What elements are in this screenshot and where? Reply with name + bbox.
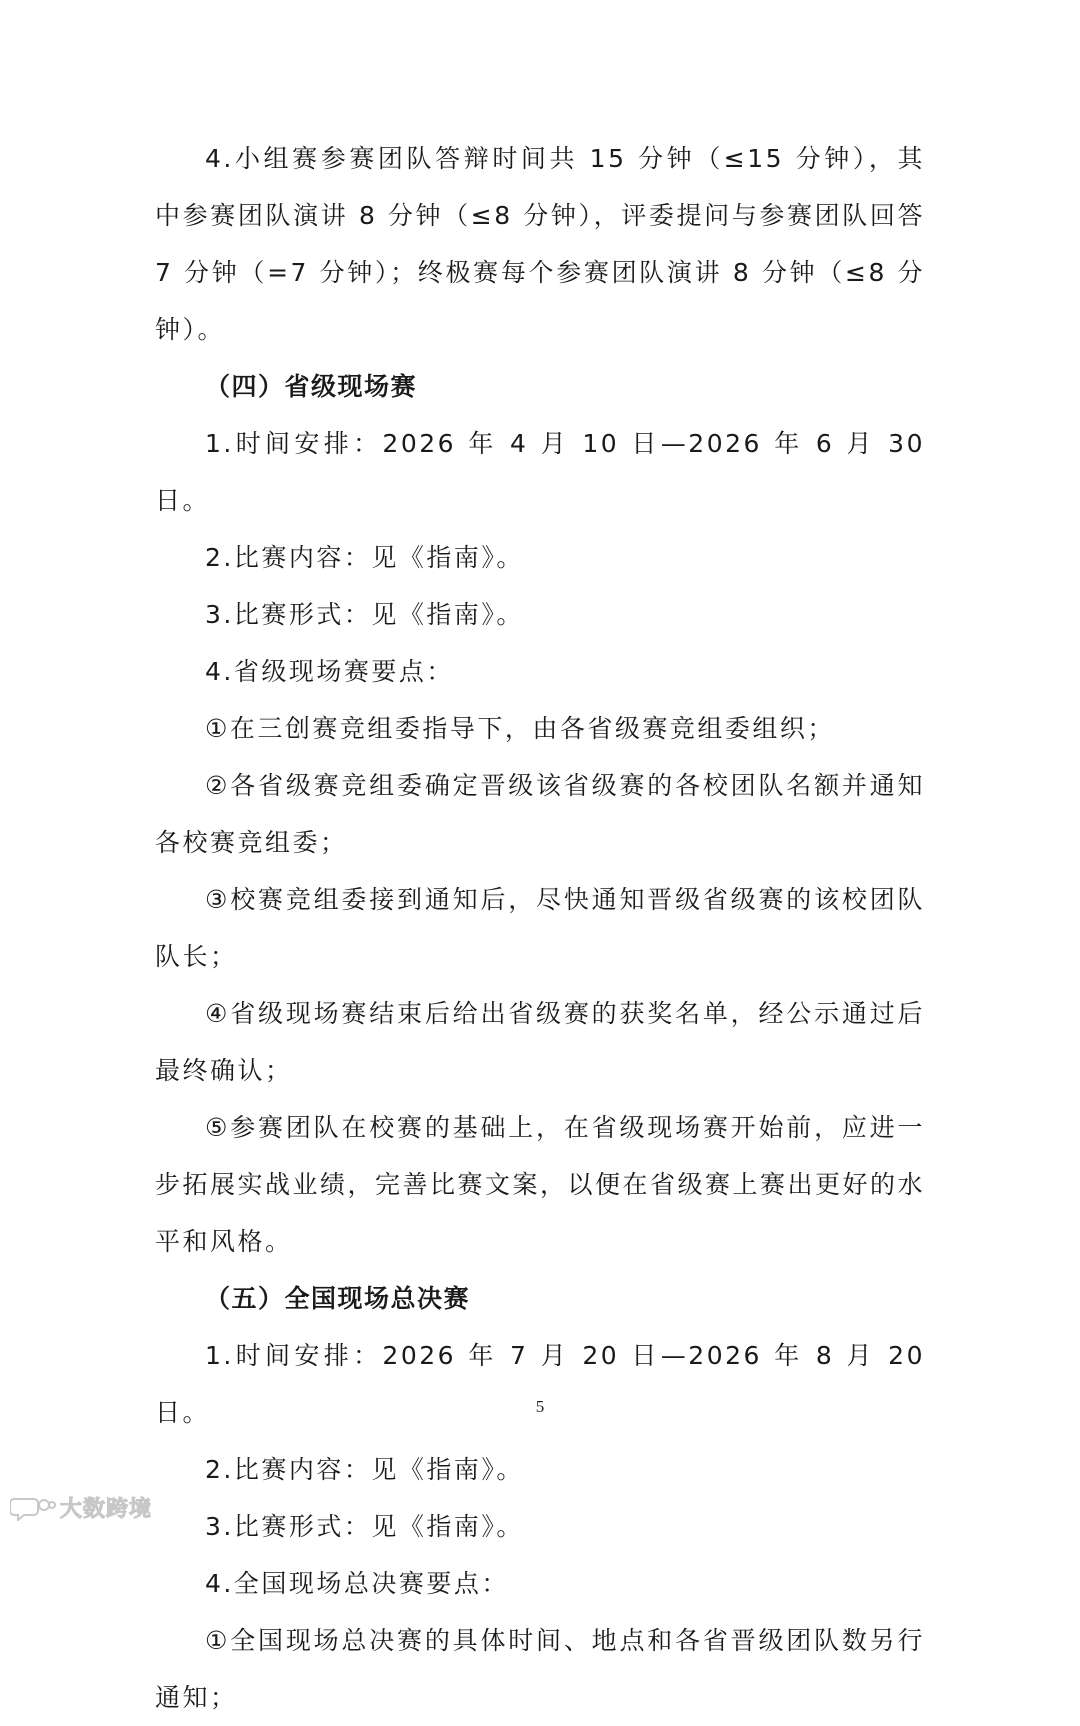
list-item-national-1: ①全国现场总决赛的具体时间、地点和各省晋级团队数另行通知； [155, 1626, 925, 1712]
section-heading-provincial: （四）省级现场赛 [205, 372, 418, 401]
section-heading-national: （五）全国现场总决赛 [205, 1284, 471, 1313]
watermark-text: 大数跨境 [60, 1497, 153, 1522]
list-item-provincial-2: ②各省级赛竞组委确定晋级该省级赛的各校团队名额并通知各校赛竞组委； [155, 771, 925, 857]
page-number: 5 [535, 1397, 545, 1416]
paragraph-debate-time: 4.小组赛参赛团队答辩时间共 15 分钟（≤15 分钟），其中参赛团队演讲 8 分钟（≤8 分钟），评委提问与参赛团队回答 7 分钟（=7 分钟）；终极赛每个参赛团队演讲 8 分钟（≤8 分钟）。 [155, 144, 925, 344]
paragraph-national-content: 2.比赛内容：见《指南》。 [205, 1455, 524, 1484]
paragraph-national-points: 4.全国现场总决赛要点： [205, 1569, 509, 1598]
list-item-provincial-3: ③校赛竞组委接到通知后，尽快通知晋级省级赛的该校团队队长； [155, 885, 925, 971]
paragraph-provincial-points: 4.省级现场赛要点： [205, 657, 454, 686]
list-item-provincial-1: ①在三创赛竞组委指导下，由各省级赛竞组委组织； [205, 714, 835, 743]
paragraph-provincial-schedule: 1.时间安排：2026 年 4 月 10 日—2026 年 6 月 30 日。 [155, 429, 925, 515]
watermark [10, 1492, 152, 1523]
paragraph-provincial-format: 3.比赛形式：见《指南》。 [205, 600, 524, 629]
paragraph-national-format: 3.比赛形式：见《指南》。 [205, 1512, 524, 1541]
paragraph-provincial-content: 2.比赛内容：见《指南》。 [205, 543, 524, 572]
list-item-provincial-4: ④省级现场赛结束后给出省级赛的获奖名单，经公示通过后最终确认； [155, 999, 925, 1085]
list-item-provincial-5: ⑤参赛团队在校赛的基础上，在省级现场赛开始前，应进一步拓展实战业绩，完善比赛文案，以便在省级赛上赛出更好的水平和风格。 [155, 1113, 926, 1256]
chat-bubble-logo-icon [10, 1495, 56, 1521]
paragraph-national-schedule: 1.时间安排：2026 年 7 月 20 日—2026 年 8 月 20 日。 [155, 1341, 925, 1427]
document-body [155, 130, 925, 1726]
